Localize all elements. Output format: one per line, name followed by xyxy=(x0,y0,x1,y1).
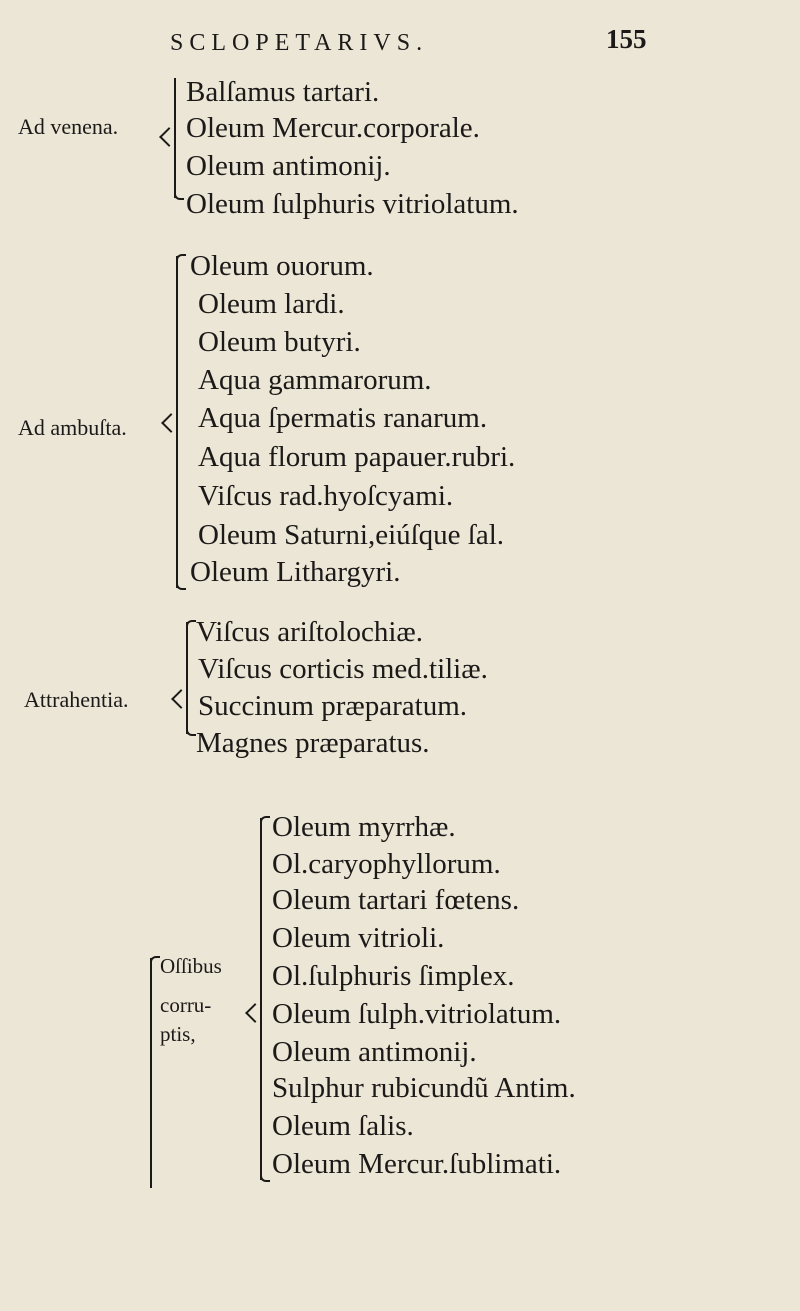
list-item: Oleum ſulph.vitriolatum. xyxy=(272,998,562,1030)
list-item: Oleum ſulphuris vitriolatum. xyxy=(186,188,519,220)
running-title: SCLOPETARIVS. xyxy=(170,30,429,56)
list-item: Aqua gammarorum. xyxy=(198,364,432,396)
list-item: Ol.caryophyllorum. xyxy=(272,848,501,880)
list-item: Succinum præparatum. xyxy=(198,690,468,722)
list-item: Oleum antimonij. xyxy=(272,1036,477,1068)
brace-attrahentia xyxy=(186,622,188,734)
list-item: Sulphur rubicundũ Antim. xyxy=(272,1072,576,1104)
list-item: Ol.ſulphuris ſimplex. xyxy=(272,960,515,992)
brace-ad-ambusta xyxy=(176,256,178,588)
list-item: Magnes præparatus. xyxy=(196,727,430,759)
group-label-ossibus-line2: corru- xyxy=(160,993,212,1017)
list-item: Oleum Mercur.ſublimati. xyxy=(272,1148,562,1180)
group-label-attrahentia: Attrahentia. xyxy=(24,687,129,712)
list-item: Oleum ouorum. xyxy=(190,250,374,282)
list-item: Viſcus ariſtolochiæ. xyxy=(196,616,424,648)
list-item: Oleum antimonij. xyxy=(186,150,391,182)
list-item: Viſcus corticis med.tiliæ. xyxy=(198,653,488,685)
list-item: Oleum tartari fœtens. xyxy=(272,884,520,916)
brace-ad-venena xyxy=(174,78,176,198)
group-label-ossibus-line1: Oſſibus xyxy=(160,954,222,978)
list-item: Oleum butyri. xyxy=(198,326,361,358)
group-label-ad-venena: Ad venena. xyxy=(18,114,119,139)
list-item: Balſamus tartari. xyxy=(186,76,380,108)
page-number: 155 xyxy=(606,24,647,54)
group-label-ad-ambusta: Ad ambuſta. xyxy=(18,415,127,440)
group-label-ossibus-line3: ptis, xyxy=(160,1022,196,1046)
list-item: Oleum lardi. xyxy=(198,288,345,320)
brace-ossibus-outer xyxy=(150,958,152,1188)
list-item: Oleum Saturni,eiúſque ſal. xyxy=(198,519,505,551)
list-item: Oleum Lithargyri. xyxy=(190,556,401,588)
list-item: Oleum Mercur.corporale. xyxy=(186,112,480,144)
list-item: Oleum vitrioli. xyxy=(272,922,445,954)
list-item: Aqua ſpermatis ranarum. xyxy=(198,402,488,434)
brace-ossibus-inner xyxy=(260,818,262,1180)
list-item: Oleum myrrhæ. xyxy=(272,811,456,843)
list-item: Viſcus rad.hyoſcyami. xyxy=(198,480,454,512)
list-item: Oleum ſalis. xyxy=(272,1110,414,1142)
list-item: Aqua florum papauer.rubri. xyxy=(198,441,516,473)
